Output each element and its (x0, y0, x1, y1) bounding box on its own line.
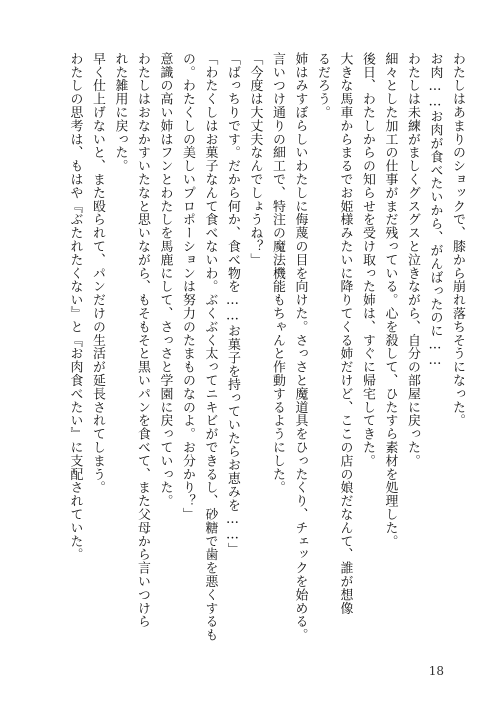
page-number: 18 (428, 664, 444, 678)
text-line: 早く仕上げないと、また殴られて、パンだけの生活が延長されてしまう。 (90, 52, 105, 495)
dialogue-line: 「今度は大丈夫なんでしょうね？」 (247, 52, 263, 267)
text-line: 姉はみすぼらしいわたしに侮蔑の目を向けた。さっさと魔道具をひったくり、チェックを始める。 (292, 52, 308, 642)
text-line: 意識の高い姉はフンとわたしを馬鹿にして、さっさと学園に戻っていった。 (157, 52, 173, 508)
text-line: 細々とした加工の仕事がまだ残っている。心を殺して、ひたすら素材を処理した。 (382, 52, 398, 548)
text-line: 言いつけ通りの細工で、特注の魔法機能もちゃんと作動するようにした。 (270, 52, 285, 495)
text-line: 後日、わたしからの知らせを受け取った姉は、すぐに帰宅してきた。 (360, 52, 375, 468)
dialogue-line: 「ばっちりです。だから何か、食べ物を……お菓子を持っていたらお恵みを……」 (225, 52, 240, 557)
dialogue-line: 「わたくしはお菓子なんて食べないわ。ぶくぶく太ってニキビができるし、砂糖で歯を悪くするも (202, 52, 218, 642)
text-line: お肉……お肉が食べたいから、がんばったのに…… (427, 52, 443, 369)
text-line: わたしはあまりのショックで、膝から崩れ落ちそうになった。 (450, 52, 465, 428)
text-line: れた雑用に戻った。 (112, 52, 128, 173)
text-line: わたしは未練がましくグスグスと泣きながら、自分の部屋に戻った。 (405, 52, 420, 468)
body-text (28, 52, 468, 652)
text-line: 大きな馬車からまるでお姫様みたいに降りてくる姉だけど、ここの店の娘だなんて、誰が想像 (337, 52, 353, 615)
text-line: わたしはおなかすいたなと思いながら、もそもそと黒いパンを食べて、また父母から言いつけら (135, 52, 150, 629)
text-line: るだろう。 (315, 52, 330, 119)
dialogue-line: の。わたくしの美しいプロポーションは努力のたまものなのよ。お分かり？」 (180, 52, 195, 521)
text-line: わたしの思考は、もはや『ぶたれたくない』と『お肉食べたい』に支配されていた。 (67, 52, 83, 562)
